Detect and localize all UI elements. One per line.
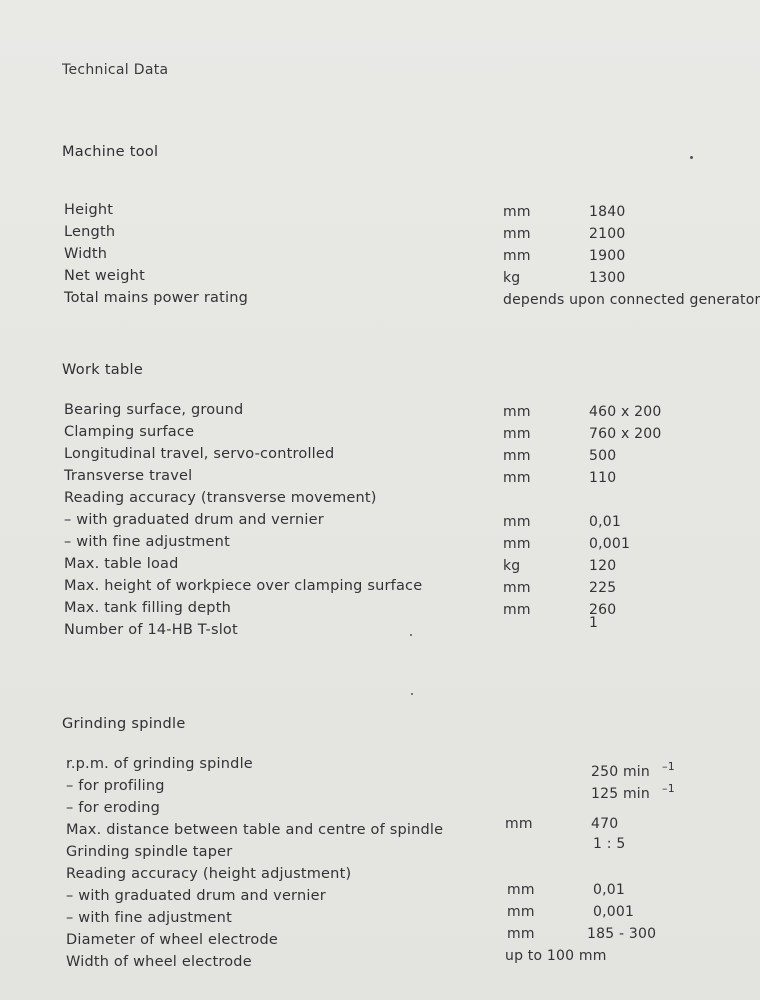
spec-unit: mm bbox=[503, 470, 531, 486]
spec-row-t-slot bbox=[62, 615, 760, 644]
spec-unit: mm bbox=[503, 204, 531, 220]
spec-value: 1900 bbox=[589, 248, 626, 264]
spec-label: Total mains power rating bbox=[64, 290, 249, 306]
spec-row-max-distance bbox=[62, 816, 760, 844]
spec-row-max-table-load bbox=[62, 556, 760, 578]
spec-value: 0,001 bbox=[593, 904, 635, 920]
spec-unit: mm bbox=[503, 426, 531, 442]
spec-unit: mm bbox=[503, 248, 531, 264]
spec-value: 260 bbox=[589, 602, 617, 618]
print-speck bbox=[410, 634, 412, 636]
spec-label: Bearing surface, ground bbox=[64, 402, 244, 418]
spec-value: 110 bbox=[589, 470, 617, 486]
spec-exponent: –1 bbox=[662, 782, 675, 795]
spec-row-power-rating bbox=[62, 290, 760, 312]
spec-value: 500 bbox=[589, 448, 617, 464]
spec-row-width bbox=[62, 246, 760, 268]
spec-value: 760 x 200 bbox=[589, 426, 662, 442]
spec-unit: mm bbox=[505, 816, 533, 832]
print-speck bbox=[411, 693, 413, 695]
spec-label: Max. tank filling depth bbox=[64, 600, 231, 616]
spec-row-transverse-travel bbox=[62, 468, 760, 490]
spec-label: Length bbox=[64, 224, 116, 240]
spec-value: 1 bbox=[589, 615, 599, 631]
spec-label: Reading accuracy (transverse movement) bbox=[64, 490, 377, 506]
spec-row-wheel-width bbox=[62, 948, 760, 976]
spec-label: Diameter of wheel electrode bbox=[66, 932, 278, 948]
spec-label: Width of wheel electrode bbox=[66, 954, 252, 970]
section-title-machine-tool: Machine tool bbox=[62, 144, 159, 160]
spec-row-bearing-surface bbox=[62, 402, 760, 424]
spec-row-max-workpiece-height bbox=[62, 578, 760, 600]
spec-label: – for profiling bbox=[66, 778, 165, 794]
spec-value: 250 min bbox=[591, 764, 650, 780]
spec-label: Max. height of workpiece over clamping surface bbox=[64, 578, 423, 594]
section-work-table bbox=[62, 362, 760, 638]
spec-exponent: –1 bbox=[662, 760, 675, 773]
spec-row-spindle-graduated-drum bbox=[62, 882, 760, 910]
spec-unit: mm bbox=[503, 514, 531, 530]
spec-row-rpm bbox=[62, 756, 760, 778]
spec-row-spindle-taper bbox=[62, 836, 760, 866]
spec-label: Clamping surface bbox=[64, 424, 195, 440]
spec-row-clamping-surface bbox=[62, 424, 760, 446]
spec-label: Max. table load bbox=[64, 556, 179, 572]
spec-value: 125 min bbox=[591, 786, 650, 802]
spec-row-wheel-diameter bbox=[62, 926, 760, 954]
spec-row-height-reading-accuracy bbox=[62, 866, 760, 888]
spec-unit: mm bbox=[503, 404, 531, 420]
spec-row-longitudinal-travel bbox=[62, 446, 760, 468]
spec-label: Width bbox=[64, 246, 108, 262]
spec-label: – for eroding bbox=[66, 800, 161, 816]
spec-row-fine-adjustment bbox=[62, 534, 760, 556]
spec-unit: mm bbox=[503, 580, 531, 596]
spec-row-net-weight bbox=[62, 268, 760, 290]
spec-label: – with fine adjustment bbox=[66, 910, 232, 926]
spec-unit: mm bbox=[507, 882, 535, 898]
spec-label: Longitudinal travel, servo-controlled bbox=[64, 446, 335, 462]
spec-unit: kg bbox=[503, 558, 521, 574]
spec-value: 225 bbox=[589, 580, 617, 596]
spec-label: Reading accuracy (height adjustment) bbox=[66, 866, 352, 882]
spec-note: up to 100 mm bbox=[505, 948, 607, 964]
section-title-grinding-spindle: Grinding spindle bbox=[62, 716, 186, 732]
spec-label: – with fine adjustment bbox=[64, 534, 230, 550]
spec-label: Grinding spindle taper bbox=[66, 844, 233, 860]
spec-label: Number of 14-HB T-slot bbox=[64, 622, 238, 638]
spec-row-tank-depth bbox=[62, 600, 760, 622]
spec-value: 460 x 200 bbox=[589, 404, 662, 420]
spec-row-graduated-drum bbox=[62, 512, 760, 534]
spec-unit: mm bbox=[507, 904, 535, 920]
spec-row-reading-accuracy bbox=[62, 490, 760, 512]
spec-value: 185 - 300 bbox=[587, 926, 657, 942]
spec-value: 1 : 5 bbox=[593, 836, 626, 852]
document-title: Technical Data bbox=[62, 62, 169, 78]
spec-label: – with graduated drum and vernier bbox=[66, 888, 326, 904]
spec-unit: mm bbox=[503, 602, 531, 618]
section-title-work-table: Work table bbox=[62, 362, 144, 378]
spec-note: depends upon connected generator bbox=[503, 292, 760, 308]
spec-unit: mm bbox=[507, 926, 535, 942]
spec-value: 0,01 bbox=[589, 514, 621, 530]
spec-unit: kg bbox=[503, 270, 521, 286]
spec-value: 470 bbox=[591, 816, 619, 832]
spec-unit: mm bbox=[503, 226, 531, 242]
section-machine-tool bbox=[62, 144, 760, 308]
section-grinding-spindle bbox=[62, 716, 760, 970]
spec-value: 1840 bbox=[589, 204, 626, 220]
spec-unit: mm bbox=[503, 536, 531, 552]
spec-row-length bbox=[62, 224, 760, 246]
print-speck bbox=[690, 156, 693, 159]
spec-value: 2100 bbox=[589, 226, 626, 242]
spec-label: r.p.m. of grinding spindle bbox=[66, 756, 253, 772]
spec-label: Height bbox=[64, 202, 114, 218]
spec-label: Max. distance between table and centre of spindle bbox=[66, 822, 444, 838]
spec-value: 0,01 bbox=[593, 882, 625, 898]
spec-label: – with graduated drum and vernier bbox=[64, 512, 324, 528]
spec-value: 0,001 bbox=[589, 536, 631, 552]
spec-row-height bbox=[62, 202, 760, 224]
spec-value: 1300 bbox=[589, 270, 626, 286]
spec-label: Net weight bbox=[64, 268, 145, 284]
spec-value: 120 bbox=[589, 558, 617, 574]
spec-label: Transverse travel bbox=[64, 468, 193, 484]
spec-unit: mm bbox=[503, 448, 531, 464]
